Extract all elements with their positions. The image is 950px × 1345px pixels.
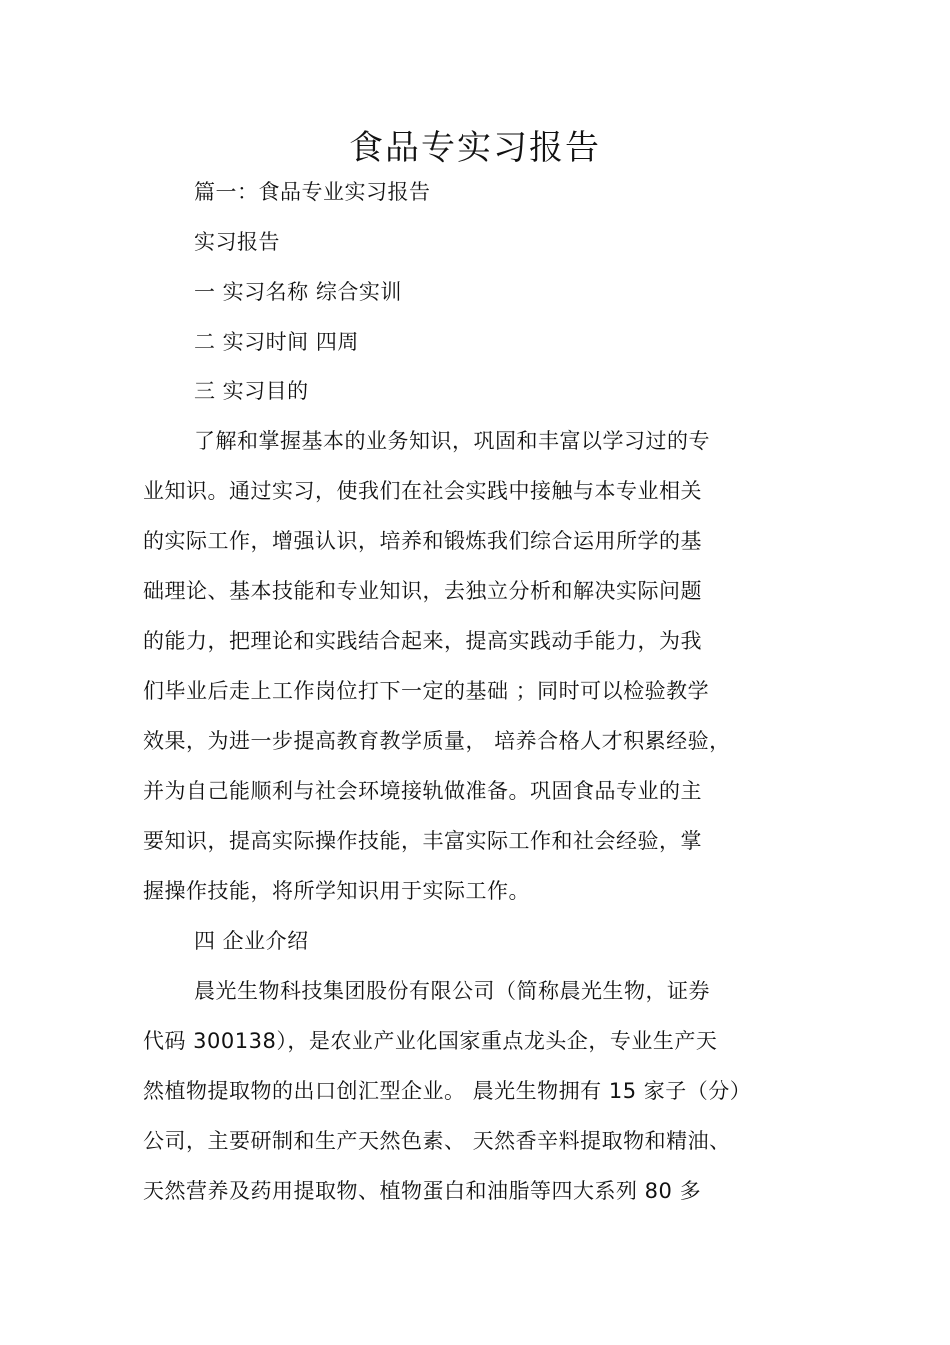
paragraph-line: 天然营养及药用提取物、植物蛋白和油脂等四大系列 80 多 (143, 1179, 702, 1203)
subtitle-line: 篇一：食品专业实习报告 (194, 180, 431, 204)
paragraph-line: 础理论、基本技能和专业知识，去独立分析和解决实际问题 (143, 579, 702, 603)
paragraph-line: 的实际工作，增强认识，培养和锻炼我们综合运用所学的基 (143, 529, 702, 553)
paragraph-line: 公司，主要研制和生产天然色素、 天然香辛料提取物和精油、 (143, 1129, 731, 1153)
section-item-time: 二 实习时间 四周 (194, 330, 359, 354)
paragraph-line: 晨光生物科技集团股份有限公司（简称晨光生物，证券 (194, 979, 710, 1003)
paragraph-line: 效果，为进一步提高教育教学质量， 培养合格人才积累经验， (143, 729, 731, 753)
paragraph-line: 了解和掌握基本的业务知识，巩固和丰富以学习过的专 (194, 429, 710, 453)
section-heading: 实习报告 (194, 230, 280, 254)
document-title: 食品专实习报告 (349, 128, 601, 168)
section-item-company: 四 企业介绍 (194, 929, 309, 953)
paragraph-line: 们毕业后走上工作岗位打下一定的基础 ；同时可以检验教学 (143, 679, 710, 703)
paragraph-line: 然植物提取物的出口创汇型企业。 晨光生物拥有 15 家子（分） (143, 1079, 752, 1103)
section-item-name: 一 实习名称 综合实训 (194, 280, 402, 304)
paragraph-line: 握操作技能，将所学知识用于实际工作。 (143, 879, 530, 903)
section-item-purpose: 三 实习目的 (194, 379, 309, 403)
paragraph-line: 要知识，提高实际操作技能，丰富实际工作和社会经验，掌 (143, 829, 702, 853)
paragraph-line: 业知识。通过实习，使我们在社会实践中接触与本专业相关 (143, 479, 702, 503)
paragraph-line: 并为自己能顺利与社会环境接轨做准备。巩固食品专业的主 (143, 779, 702, 803)
paragraph-line: 代码 300138），是农业产业化国家重点龙头企，专业生产天 (143, 1029, 718, 1053)
paragraph-line: 的能力，把理论和实践结合起来，提高实践动手能力，为我 (143, 629, 702, 653)
